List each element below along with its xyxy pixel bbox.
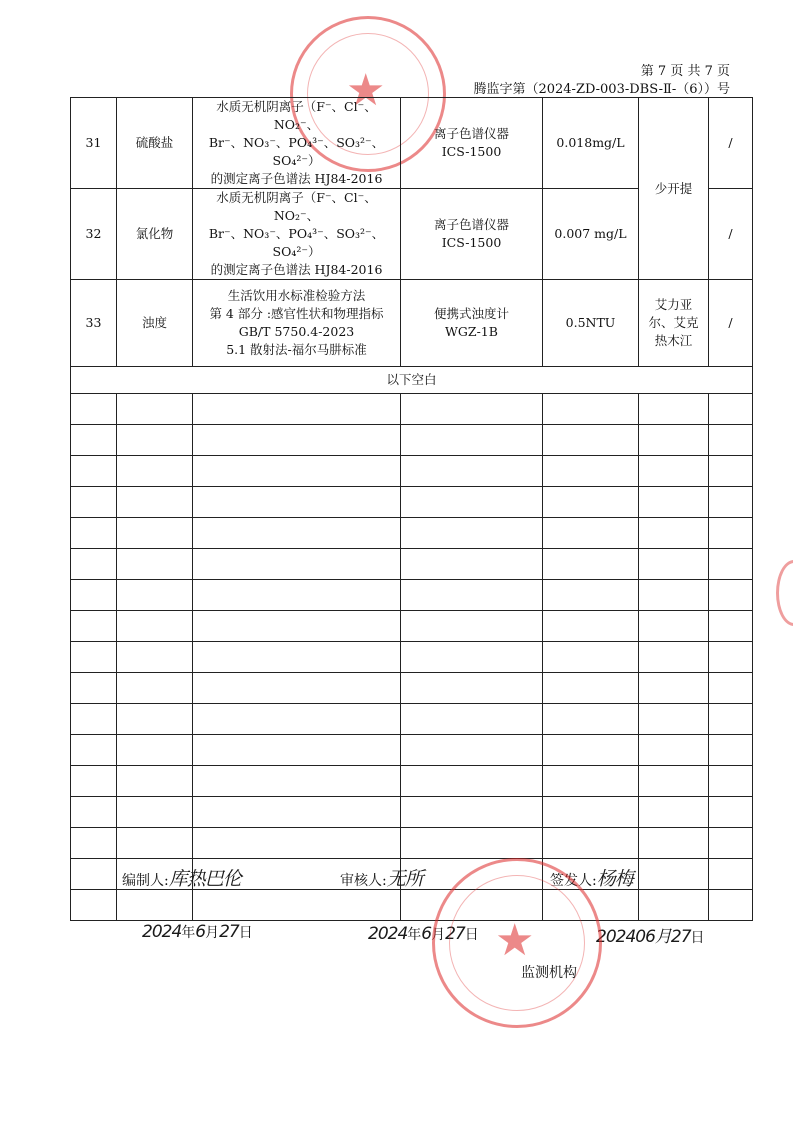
document-number: 腾监字第（2024-ZD-003-DBS-Ⅱ-（6））号 [473, 82, 730, 97]
compiler-signature: 编制人:库热巴伦 [122, 868, 241, 890]
blank-note-row [71, 367, 753, 394]
table-row [71, 580, 753, 611]
star-icon: ★ [495, 915, 535, 966]
star-icon: ★ [346, 65, 386, 116]
analyst-cell: 少开提 [639, 98, 709, 280]
row-number: 31 [71, 98, 117, 189]
remark-cell: / [709, 280, 753, 367]
compiler-date: 2024年6月27日 [142, 922, 253, 942]
table-row [71, 828, 753, 859]
table-row [71, 890, 753, 921]
instrument-cell: 离子色谱仪器 ICS-1500 [401, 189, 543, 280]
reviewer-date: 2024年6月27日 [368, 924, 479, 944]
seal-label: 监测机构 [521, 965, 577, 981]
table-row [71, 456, 753, 487]
row-number: 32 [71, 189, 117, 280]
method-cell: 水质无机阴离子（F⁻、Cl⁻、NO₂⁻、 Br⁻、NO₃⁻、PO₄³⁻、SO₃²⁻、SO₄²⁻） 的测定离子色谱法 HJ84-2016 [193, 189, 401, 280]
detection-limit: 0.007 mg/L [543, 189, 639, 280]
method-cell: 生活饮用水标准检验方法 第 4 部分 :感官性状和物理指标 GB/T 5750.4-2023 5.1 散射法-福尔马肼标准 [193, 280, 401, 367]
blank-note: 以下空白 [71, 367, 753, 394]
instrument-cell: 便携式浊度计 WGZ-1B [401, 280, 543, 367]
item-name: 硫酸盐 [117, 98, 193, 189]
issuer-signature: 签发人:杨梅 [550, 868, 633, 890]
table-row [71, 642, 753, 673]
table-row [71, 797, 753, 828]
table-row [71, 611, 753, 642]
analyst-cell: 艾力亚 尔、艾克 热木江 [639, 280, 709, 367]
item-name: 浊度 [117, 280, 193, 367]
table-row [71, 280, 753, 367]
method-table [70, 97, 753, 921]
instrument-cell: 离子色谱仪器 ICS-1500 [401, 98, 543, 189]
seal-edge-mark [776, 560, 793, 626]
remark-cell: / [709, 98, 753, 189]
detection-limit: 0.018mg/L [543, 98, 639, 189]
detection-limit: 0.5NTU [543, 280, 639, 367]
issuer-date: 202406月27日 [596, 927, 705, 947]
table-row [71, 549, 753, 580]
remark-cell: / [709, 189, 753, 280]
reviewer-signature: 审核人:无所 [340, 868, 423, 890]
method-cell: 水质无机阴离子（F⁻、Cl⁻、NO₂⁻、 Br⁻、NO₃⁻、PO₄³⁻、SO₃²⁻、SO₄²⁻） 的测定离子色谱法 HJ84-2016 [193, 98, 401, 189]
table-row [71, 394, 753, 425]
table-row [71, 518, 753, 549]
table-row [71, 673, 753, 704]
seal-stamp-bottom [432, 858, 602, 1028]
page-info: 第 7 页 共 7 页 [640, 64, 730, 79]
item-name: 氯化物 [117, 189, 193, 280]
table-row [71, 704, 753, 735]
table-row [71, 425, 753, 456]
row-number: 33 [71, 280, 117, 367]
table-row [71, 487, 753, 518]
table-row [71, 98, 753, 189]
table-row [71, 766, 753, 797]
table-row [71, 735, 753, 766]
